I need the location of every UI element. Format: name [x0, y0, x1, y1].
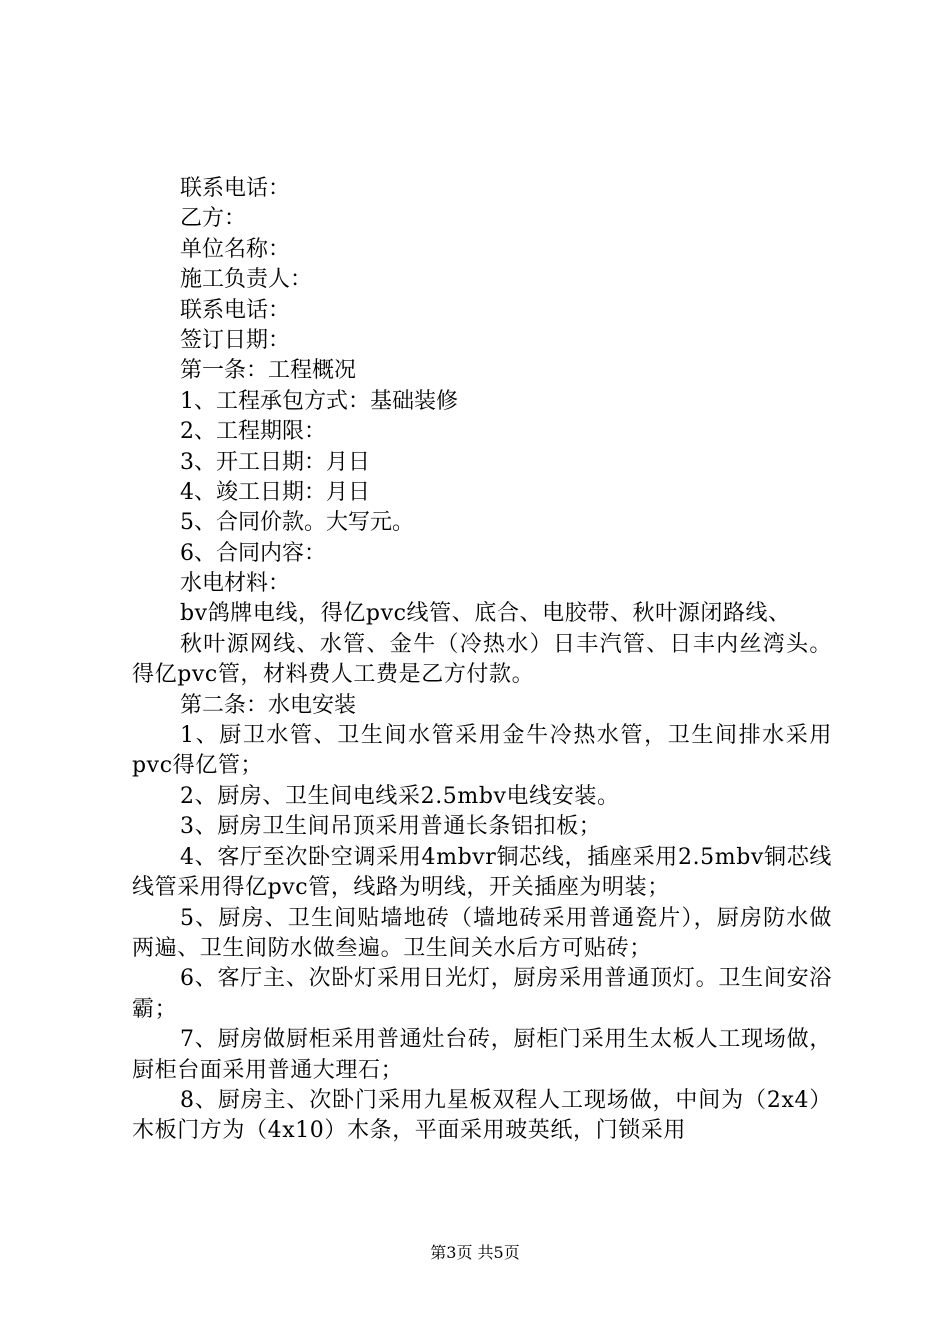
- start-date-line: 3、开工日期：月日: [180, 449, 370, 475]
- install-item-2: 2、厨房、卫生间电线采2.5mbv电线安装。: [180, 783, 620, 809]
- article-two-title: 第二条：水电安装: [180, 692, 357, 718]
- completion-date-line: 4、竣工日期：月日: [180, 479, 370, 505]
- company-name-line: 单位名称：: [180, 236, 291, 262]
- page-number-footer: 第3页 共5页: [430, 1243, 520, 1262]
- materials-paragraph-2: 秋叶源网线、水管、金牛（冷热水）日丰汽管、日丰内丝湾头。得亿pvc管，材料费人工费是乙方付款。: [132, 631, 832, 688]
- contract-price-line: 5、合同价款。大写元。: [180, 510, 414, 536]
- install-item-6: 6、客厅主、次卧灯采用日光灯，厨房采用普通顶灯。卫生间安浴霸；: [132, 966, 832, 1022]
- article-one-title: 第一条：工程概况: [180, 358, 357, 384]
- contact-phone-line: 联系电话：: [180, 176, 291, 201]
- signing-date-line: 签订日期：: [180, 327, 291, 353]
- construction-manager-line: 施工负责人：: [180, 267, 313, 293]
- contract-content-line: 6、合同内容：: [180, 540, 326, 566]
- install-item-3: 3、厨房卫生间吊顶采用普通长条铝扣板；: [180, 814, 602, 840]
- materials-title-line: 水电材料：: [180, 571, 291, 597]
- party-b-line: 乙方：: [180, 206, 247, 232]
- contact-phone-line-2: 联系电话：: [180, 297, 291, 323]
- install-item-1: 1、厨卫水管、卫生间水管采用金牛冷热水管，卫生间排水采用pvc得亿管；: [132, 723, 832, 779]
- page-content: [132, 174, 832, 1147]
- install-item-7: 7、厨房做厨柜采用普通灶台砖，厨柜门采用生太板人工现场做，厨柜台面采用普通大理石；: [132, 1027, 832, 1083]
- install-item-5: 5、厨房、卫生间贴墙地砖（墙地砖采用普通瓷片），厨房防水做两遍、卫生间防水做叁遍。卫生间关水后方可贴砖；: [132, 905, 832, 961]
- install-item-8: 8、厨房主、次卧门采用九星板双程人工现场做，中间为（2x4）木板门方为（4x10）木条，平面采用玻英纸，门锁采用: [132, 1087, 832, 1144]
- project-period-line: 2、工程期限：: [180, 419, 326, 445]
- materials-paragraph-1: bv鸽牌电线，得亿pvc线管、底合、电胶带、秋叶源闭路线、: [180, 601, 791, 627]
- contract-method-line: 1、工程承包方式：基础装修: [180, 388, 458, 414]
- install-item-4: 4、客厅至次卧空调采用4mbvr铜芯线，插座采用2.5mbv铜芯线线管采用得亿pvc管，线路为明线，开关插座为明装；: [132, 844, 832, 901]
